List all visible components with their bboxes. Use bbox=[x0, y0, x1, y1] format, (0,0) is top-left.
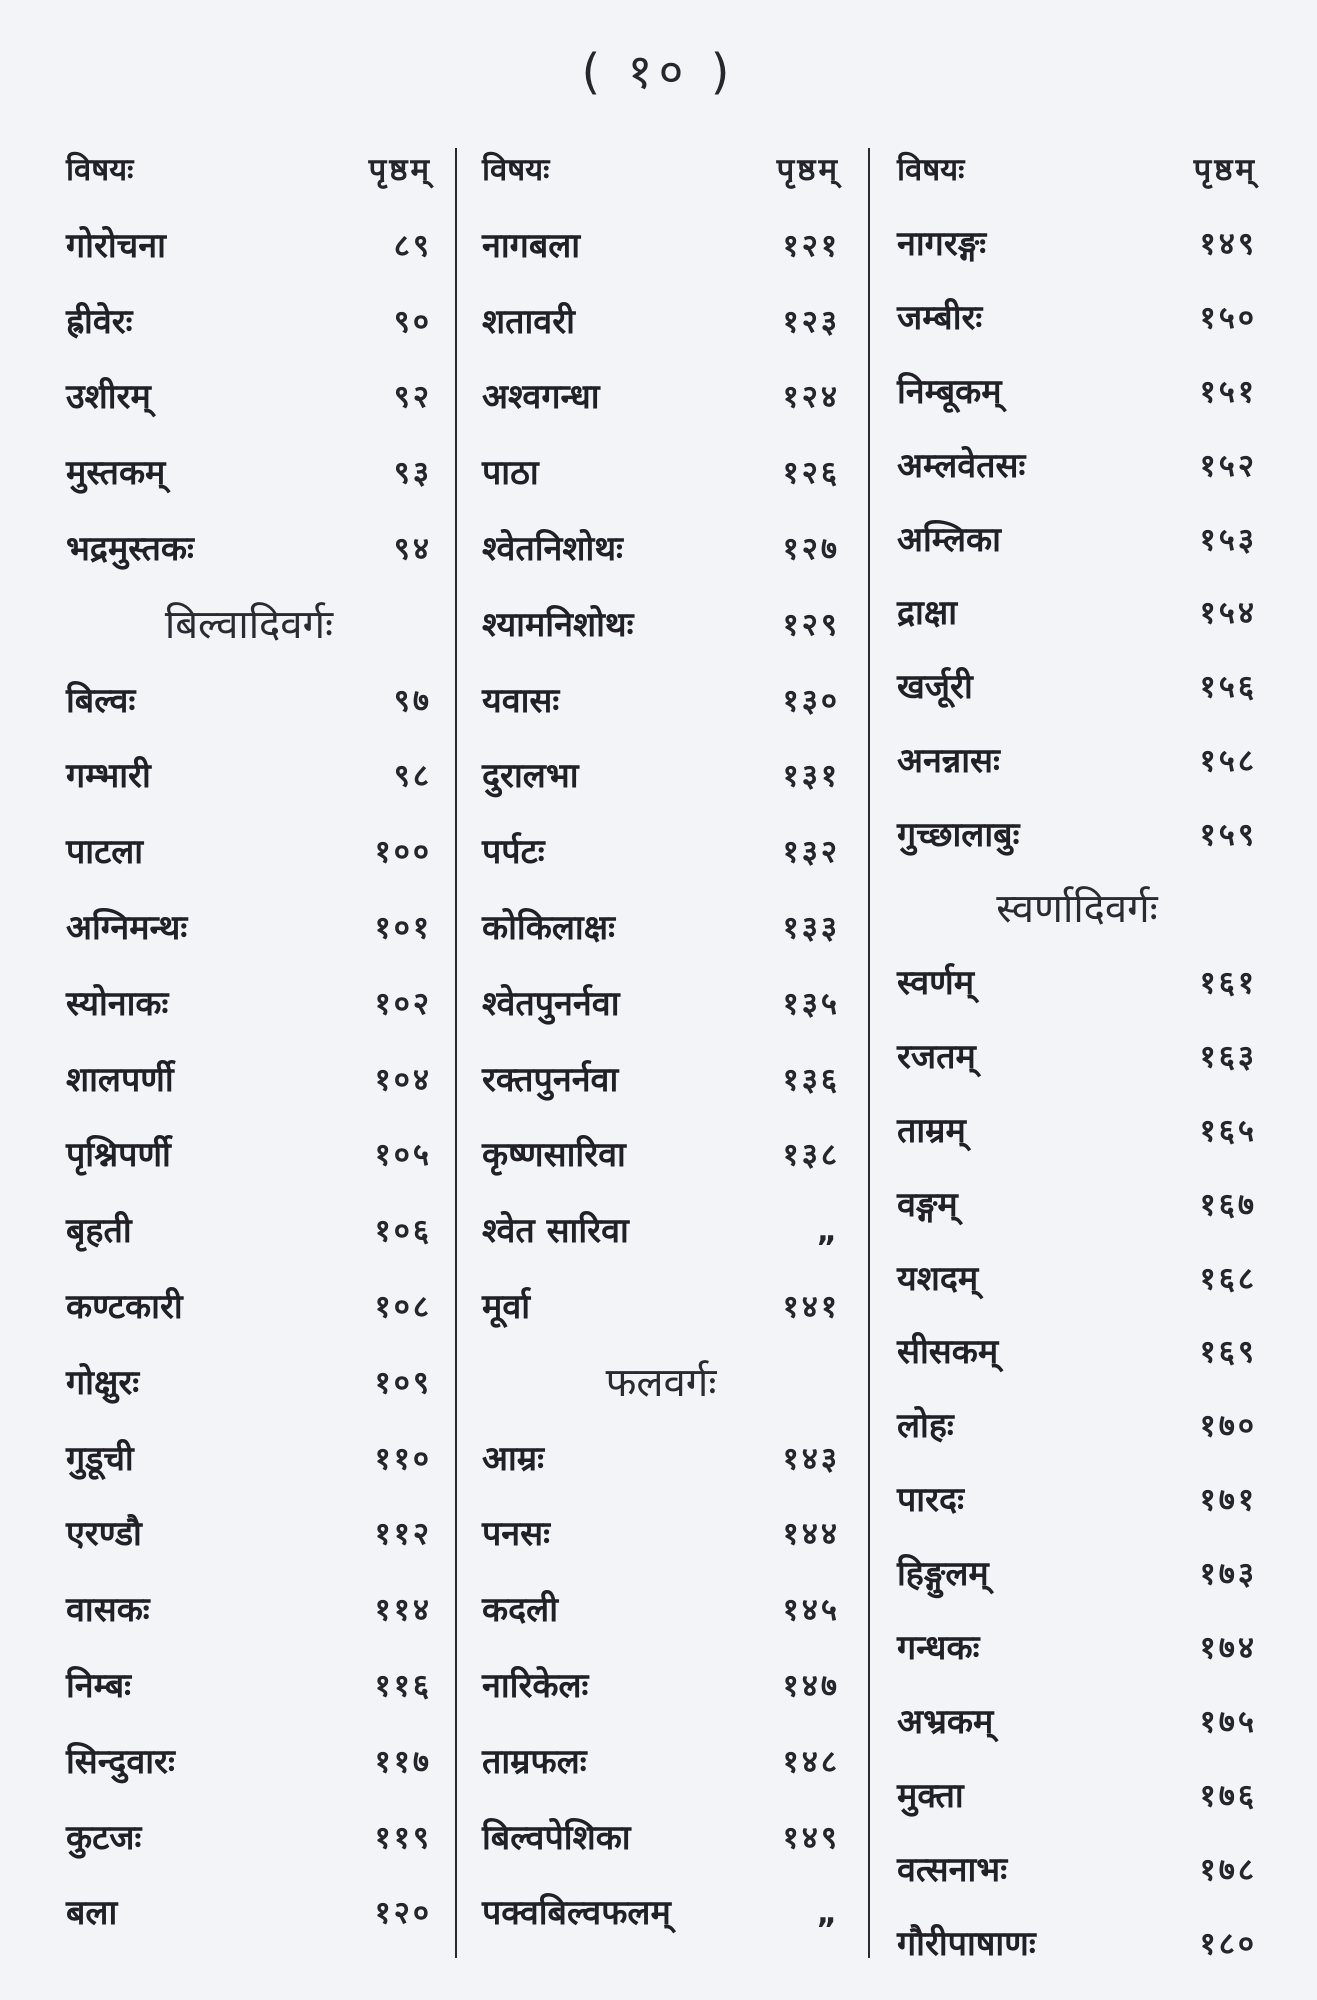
page-header: पृष्ठम् bbox=[368, 152, 432, 188]
index-entry bbox=[482, 1277, 840, 1337]
entry-name: लोहः bbox=[897, 1406, 954, 1447]
entry-page: १७४ bbox=[1199, 1630, 1257, 1666]
section-heading bbox=[482, 1353, 840, 1413]
index-entry bbox=[897, 657, 1257, 717]
entry-name: श्यामनिशोथः bbox=[482, 604, 634, 645]
entry-name: नारिकेलः bbox=[482, 1666, 589, 1706]
index-entry bbox=[897, 1101, 1257, 1161]
entry-page: १५८ bbox=[1199, 743, 1257, 780]
entry-name: जम्बीरः bbox=[897, 297, 983, 338]
entry-name: वासकः bbox=[66, 1590, 150, 1631]
entry-name: बिल्वः bbox=[66, 680, 136, 721]
entry-page: १२१ bbox=[782, 227, 840, 264]
index-column-1 bbox=[66, 140, 432, 1960]
entry-page: १६५ bbox=[1199, 1112, 1257, 1149]
page-header: पृष्ठम् bbox=[776, 152, 840, 188]
entry-page: ९८ bbox=[393, 758, 432, 795]
page-number: ( १० ) bbox=[581, 44, 736, 100]
entry-name: मूर्वा bbox=[482, 1287, 531, 1327]
entry-page: १५३ bbox=[1199, 521, 1257, 558]
entry-page: १६८ bbox=[1199, 1260, 1257, 1297]
index-entry bbox=[66, 1277, 432, 1337]
entry-name: शालपर्णी bbox=[66, 1059, 174, 1100]
entry-name: गुच्छालाबुः bbox=[897, 815, 1020, 856]
entry-name: आम्रः bbox=[482, 1438, 544, 1479]
index-entry bbox=[482, 1125, 840, 1185]
index-entry bbox=[897, 362, 1257, 422]
index-entry bbox=[482, 898, 840, 958]
index-column-2 bbox=[482, 140, 840, 1960]
entry-page: ११९ bbox=[374, 1819, 432, 1856]
entry-page: १३० bbox=[782, 682, 840, 719]
entry-name: मुस्तकम् bbox=[66, 453, 166, 494]
index-entry bbox=[897, 805, 1257, 865]
index-entry bbox=[897, 1840, 1257, 1900]
entry-name: श्वेत सारिवा bbox=[482, 1211, 629, 1252]
entry-name: सिन्दुवारः bbox=[66, 1741, 175, 1782]
entry-name: नागबला bbox=[482, 225, 581, 266]
entry-page: ९० bbox=[393, 303, 432, 340]
index-entry bbox=[66, 1125, 432, 1185]
entry-name: अश्वगन्धा bbox=[482, 377, 600, 418]
entry-name: अनन्नासः bbox=[897, 741, 1000, 782]
entry-page: १४७ bbox=[782, 1668, 840, 1704]
entry-page: १६९ bbox=[1199, 1334, 1257, 1371]
index-entry bbox=[66, 292, 432, 352]
entry-page: १४९ bbox=[1199, 225, 1257, 262]
entry-name: कुटजः bbox=[66, 1817, 142, 1858]
entry-name: पनसः bbox=[482, 1514, 551, 1555]
entry-page: १४३ bbox=[782, 1440, 840, 1477]
index-entry bbox=[897, 1914, 1257, 1974]
index-entry bbox=[482, 367, 840, 427]
index-entry bbox=[482, 595, 840, 655]
index-entry bbox=[897, 1766, 1257, 1826]
entry-name: ह्रीवेरः bbox=[66, 301, 133, 342]
entry-page: ९२ bbox=[393, 379, 432, 416]
entry-name: गोक्षुरः bbox=[66, 1362, 140, 1403]
entry-page: ८९ bbox=[393, 227, 432, 264]
index-entry bbox=[482, 519, 840, 579]
index-entry bbox=[66, 1050, 432, 1110]
entry-page: ११६ bbox=[374, 1668, 432, 1704]
entry-name: एरण्डौ bbox=[66, 1514, 142, 1555]
index-entry bbox=[897, 1544, 1257, 1604]
entry-page: १५४ bbox=[1199, 595, 1257, 632]
entry-page: १६१ bbox=[1199, 964, 1257, 1001]
entry-name: अग्निमन्थः bbox=[66, 908, 188, 948]
index-entry bbox=[482, 1201, 840, 1261]
index-entry bbox=[897, 1027, 1257, 1087]
page-header: पृष्ठम् bbox=[1193, 152, 1257, 188]
index-entry bbox=[66, 216, 432, 276]
entry-page: १३५ bbox=[782, 985, 840, 1022]
column-header bbox=[897, 140, 1257, 200]
entry-name: कृष्णसारिवा bbox=[482, 1135, 626, 1176]
entry-name: उशीरम् bbox=[66, 377, 151, 418]
entry-name: हिङ्गुलम् bbox=[897, 1554, 989, 1595]
entry-name: रक्तपुनर्नवा bbox=[482, 1059, 619, 1100]
column-header bbox=[482, 140, 840, 200]
entry-page: ११२ bbox=[374, 1516, 432, 1553]
entry-page: १२७ bbox=[782, 531, 840, 567]
entry-name: दुरालभा bbox=[482, 756, 579, 797]
index-entry bbox=[897, 510, 1257, 570]
index-entry bbox=[482, 1580, 840, 1640]
section-heading bbox=[66, 595, 432, 655]
entry-page: १५१ bbox=[1199, 373, 1257, 410]
index-entry bbox=[897, 1470, 1257, 1530]
entry-name: यवासः bbox=[482, 680, 560, 721]
entry-name: श्वेतनिशोथः bbox=[482, 529, 623, 569]
entry-page: ११७ bbox=[374, 1743, 432, 1780]
section-heading bbox=[897, 879, 1257, 939]
entry-name: गन्धकः bbox=[897, 1628, 980, 1668]
entry-page: १७६ bbox=[1199, 1777, 1257, 1814]
entry-name: श्वेतपुनर्नवा bbox=[482, 983, 620, 1024]
entry-name: निम्बूकम् bbox=[897, 371, 1002, 412]
entry-name: ताम्रम् bbox=[897, 1110, 966, 1151]
index-entry bbox=[897, 1322, 1257, 1382]
index-entry bbox=[66, 443, 432, 503]
index-entry bbox=[482, 292, 840, 352]
entry-page: १५० bbox=[1199, 299, 1257, 336]
entry-page: १४५ bbox=[782, 1592, 840, 1629]
entry-name: वङ्गम् bbox=[897, 1184, 958, 1225]
entry-name: पक्वबिल्वफलम् bbox=[482, 1893, 671, 1934]
index-entry bbox=[66, 519, 432, 579]
subject-header: विषयः bbox=[482, 152, 550, 188]
entry-name: भद्रमुस्तकः bbox=[66, 529, 194, 569]
index-entry bbox=[482, 1656, 840, 1716]
index-entry bbox=[482, 1050, 840, 1110]
entry-page: १४४ bbox=[782, 1516, 840, 1553]
index-entry bbox=[897, 731, 1257, 791]
index-entry bbox=[66, 1656, 432, 1716]
index-entry bbox=[66, 1504, 432, 1564]
index-entry bbox=[897, 1175, 1257, 1235]
entry-page: १६७ bbox=[1199, 1186, 1257, 1223]
entry-page: १७८ bbox=[1199, 1851, 1257, 1888]
entry-name: बिल्वपेशिका bbox=[482, 1817, 631, 1858]
entry-name: पृश्निपर्णी bbox=[66, 1135, 171, 1176]
entry-name: यशदम् bbox=[897, 1258, 979, 1299]
entry-page: १७३ bbox=[1199, 1556, 1257, 1593]
entry-name: वत्सनाभः bbox=[897, 1849, 1008, 1890]
index-entry bbox=[482, 1732, 840, 1792]
index-entry bbox=[66, 671, 432, 731]
entry-page: १०१ bbox=[374, 910, 432, 946]
entry-page: ९३ bbox=[393, 455, 432, 492]
index-entry bbox=[66, 1429, 432, 1489]
entry-page: १७५ bbox=[1199, 1703, 1257, 1740]
index-entry bbox=[897, 1618, 1257, 1678]
entry-page: १०६ bbox=[374, 1213, 432, 1250]
entry-page: १०९ bbox=[374, 1364, 432, 1401]
entry-page: ९७ bbox=[393, 682, 432, 719]
entry-name: स्योनाकः bbox=[66, 983, 169, 1024]
index-entry bbox=[66, 367, 432, 427]
entry-name: गम्भारी bbox=[66, 756, 151, 797]
entry-page: १३३ bbox=[782, 910, 840, 946]
entry-page: १५६ bbox=[1199, 669, 1257, 706]
entry-name: गुडूची bbox=[66, 1438, 134, 1479]
index-entry bbox=[482, 1504, 840, 1564]
index-entry bbox=[66, 822, 432, 882]
index-column-3 bbox=[897, 140, 1257, 1964]
entry-name: द्राक्षा bbox=[897, 593, 958, 634]
entry-name: पर्पटः bbox=[482, 832, 545, 873]
index-entry bbox=[482, 671, 840, 731]
entry-page: १२९ bbox=[782, 606, 840, 643]
entry-page: १७१ bbox=[1199, 1482, 1257, 1519]
entry-name: स्वर्णम् bbox=[897, 962, 975, 1003]
subject-header: विषयः bbox=[897, 152, 965, 188]
index-entry bbox=[482, 216, 840, 276]
entry-name: अम्लवेतसः bbox=[897, 445, 1026, 486]
entry-name: कोकिलाक्षः bbox=[482, 908, 615, 948]
column-divider bbox=[868, 148, 870, 1958]
section-title: स्वर्णादिवर्गः bbox=[996, 886, 1158, 932]
entry-page: १०० bbox=[374, 834, 432, 871]
index-entry bbox=[482, 1429, 840, 1489]
index-entry bbox=[897, 953, 1257, 1013]
entry-name: बला bbox=[66, 1893, 118, 1934]
index-entry bbox=[897, 436, 1257, 496]
index-entry bbox=[66, 974, 432, 1034]
index-entry bbox=[66, 898, 432, 958]
entry-page: १३८ bbox=[782, 1137, 840, 1174]
column-divider bbox=[455, 148, 457, 1958]
entry-name: अम्लिका bbox=[897, 519, 1001, 560]
entry-page: १४९ bbox=[782, 1819, 840, 1856]
entry-name: गोरोचना bbox=[66, 225, 166, 266]
index-entry bbox=[66, 746, 432, 806]
entry-page: १०८ bbox=[374, 1289, 432, 1325]
index-entry bbox=[66, 1580, 432, 1640]
entry-name: पाटला bbox=[66, 832, 144, 873]
entry-page: ११० bbox=[374, 1440, 432, 1477]
index-entry bbox=[482, 443, 840, 503]
column-header bbox=[66, 140, 432, 200]
entry-name: नागरङ्गः bbox=[897, 223, 987, 264]
entry-page: १२३ bbox=[782, 303, 840, 340]
index-entry bbox=[66, 1883, 432, 1943]
index-entry bbox=[482, 822, 840, 882]
subject-header: विषयः bbox=[66, 152, 134, 188]
entry-name: पाठा bbox=[482, 453, 539, 494]
entry-name: सीसकम् bbox=[897, 1332, 999, 1373]
entry-name: बृहती bbox=[66, 1211, 132, 1252]
entry-page: १०४ bbox=[374, 1061, 432, 1098]
index-entry bbox=[897, 288, 1257, 348]
index-entry bbox=[482, 746, 840, 806]
entry-name: गौरीपाषाणः bbox=[897, 1923, 1036, 1964]
section-title: बिल्वादिवर्गः bbox=[164, 601, 334, 648]
entry-page: ९४ bbox=[393, 531, 432, 567]
index-entry bbox=[482, 974, 840, 1034]
index-entry bbox=[66, 1201, 432, 1261]
entry-page: १२० bbox=[374, 1895, 432, 1932]
entry-page: १५९ bbox=[1199, 817, 1257, 854]
entry-page: १४१ bbox=[782, 1289, 840, 1325]
index-entry bbox=[482, 1883, 840, 1943]
section-title: फलवर्गः bbox=[605, 1359, 717, 1406]
index-entry bbox=[66, 1808, 432, 1868]
entry-page: „ bbox=[816, 1213, 840, 1250]
entry-name: कण्टकारी bbox=[66, 1287, 183, 1327]
entry-name: मुक्ता bbox=[897, 1775, 964, 1816]
entry-page: १६३ bbox=[1199, 1038, 1257, 1075]
entry-page: १०२ bbox=[374, 985, 432, 1022]
entry-name: खर्जूरी bbox=[897, 667, 973, 708]
entry-page: १२६ bbox=[782, 455, 840, 492]
entry-name: रजतम् bbox=[897, 1036, 976, 1077]
entry-page: १५२ bbox=[1199, 447, 1257, 484]
entry-name: कदली bbox=[482, 1590, 559, 1631]
entry-name: अभ्रकम् bbox=[897, 1701, 994, 1742]
entry-page: १४८ bbox=[782, 1743, 840, 1780]
entry-page: १८० bbox=[1199, 1925, 1257, 1962]
index-entry bbox=[66, 1353, 432, 1413]
entry-page: १३२ bbox=[782, 834, 840, 871]
entry-page: १७० bbox=[1199, 1408, 1257, 1445]
entry-name: ताम्रफलः bbox=[482, 1741, 587, 1782]
entry-name: पारदः bbox=[897, 1480, 964, 1521]
index-entry bbox=[897, 1396, 1257, 1456]
entry-page: १३६ bbox=[782, 1061, 840, 1098]
entry-name: निम्बः bbox=[66, 1666, 132, 1706]
index-entry bbox=[897, 214, 1257, 274]
index-entry bbox=[897, 1249, 1257, 1309]
index-entry bbox=[482, 1808, 840, 1868]
entry-page: १०५ bbox=[374, 1137, 432, 1174]
index-entry bbox=[66, 1732, 432, 1792]
index-entry bbox=[897, 1692, 1257, 1752]
entry-page: „ bbox=[816, 1895, 840, 1932]
index-entry bbox=[897, 583, 1257, 643]
entry-page: ११४ bbox=[374, 1592, 432, 1629]
entry-page: १२४ bbox=[782, 379, 840, 416]
entry-name: शतावरी bbox=[482, 301, 575, 342]
entry-page: १३१ bbox=[782, 758, 840, 795]
